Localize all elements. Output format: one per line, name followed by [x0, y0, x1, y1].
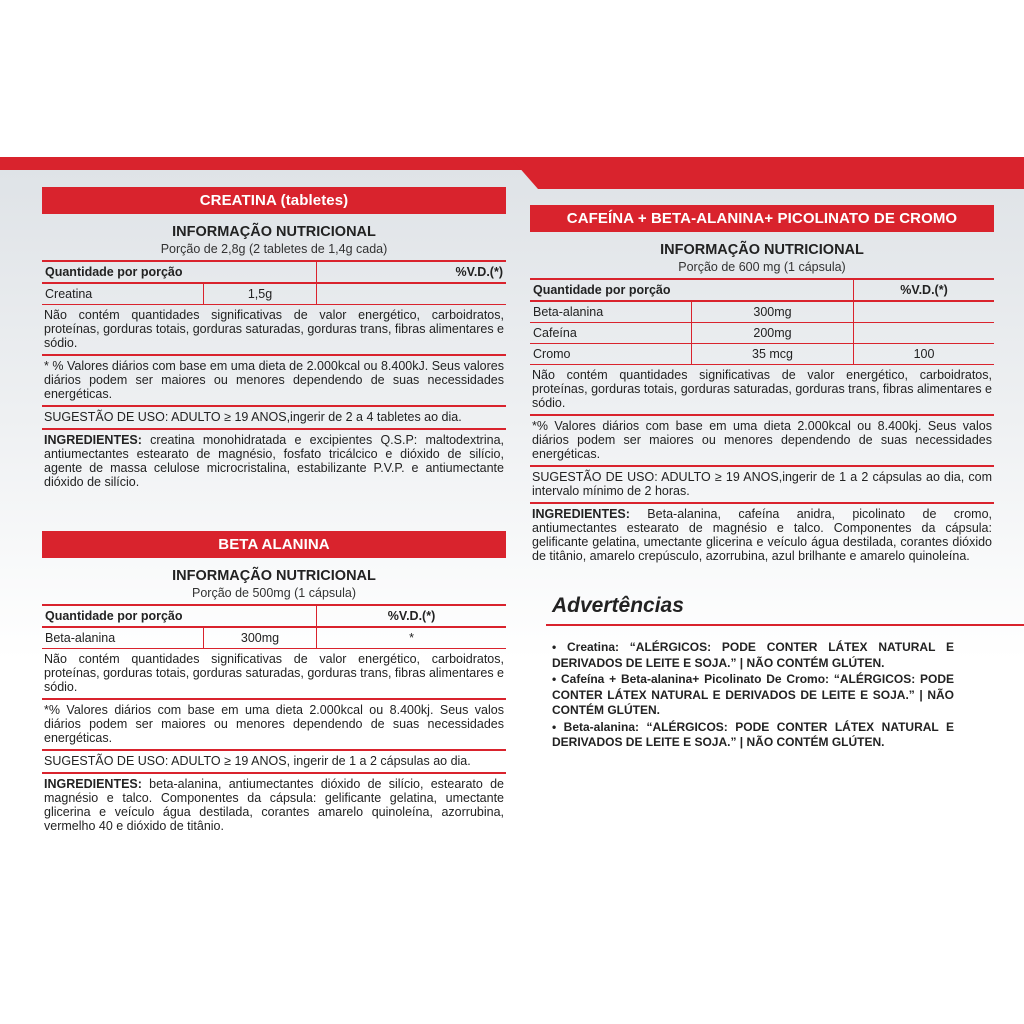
- creatina-daily-values: * % Valores diários com base em uma dieta de 2.000kcal ou 8.400kJ. Seus valores diários podem ser maiores ou menores dependendo de suas necessidades energéticas.: [42, 356, 506, 407]
- warnings-title: Advertências: [552, 594, 684, 617]
- ingredients-label: INGREDIENTES:: [532, 507, 630, 521]
- creatina-info-title: INFORMAÇÃO NUTRICIONAL: [172, 224, 376, 240]
- beta-not-contains: Não contém quantidades significativas de valor energético, carboidratos, proteínas, gorduras totais, gorduras saturadas, gorduras trans, fibras alimentares e sódio.: [42, 649, 506, 700]
- cafeina-section: [530, 205, 994, 567]
- warning-item: • Cafeína + Beta-alanina+ Picolinato De Cromo: “ALÉRGICOS: PODE CONTER LÁTEX NATURAL E DERIVADOS DE LEITE E SOJA.” | NÃO CONTÉM GLÚTEN.: [552, 672, 954, 717]
- table-row: [42, 283, 506, 305]
- ingredients-text: beta-alanina, antiumectantes dióxido de silício, estearato de magnésio e talco. Componentes da cápsula: gelificante gelatina, umectante glicerina e veículo água destilada, corantes amarelo quinoleína, azorrubina, vermelho 40 e dióxido de titânio.: [44, 777, 504, 833]
- beta-daily-values: *% Valores diários com base em uma dieta 2.000kcal ou 8.400kj. Seus valos diários podem ser maiores ou menores dependendo de suas necessidades energéticas.: [42, 700, 506, 751]
- nutrient-amount: 35 mcg: [692, 344, 854, 365]
- nutrient-amount: 300mg: [204, 627, 317, 649]
- creatina-suggestion: SUGESTÃO DE USO: ADULTO ≥ 19 ANOS,ingerir de 2 a 4 tabletes ao dia.: [42, 407, 506, 430]
- nutrient-name: Cafeína: [530, 323, 692, 344]
- beta-ingredients: [42, 774, 506, 837]
- creatina-section: [42, 187, 506, 493]
- ingredients-text: Beta-alanina, cafeína anidra, picolinato de cromo, antiumectantes estearato de magnésio e talco. Componentes da cápsula: gelificante gelatina, umectante glicerina e veículo água destilada, corantes dióxido de titânio, amarelo crepúsculo, azorrubina, azul brilhante e amarelo quinoleína.: [532, 507, 992, 563]
- creatina-portion: Porção de 2,8g (2 tabletes de 1,4g cada): [160, 242, 388, 256]
- cafeina-portion: Porção de 600 mg (1 cápsula): [678, 260, 846, 274]
- table-header-row: [42, 605, 506, 627]
- beta-info-title: INFORMAÇÃO NUTRICIONAL: [172, 568, 376, 584]
- nutrient-vd: *: [317, 627, 507, 649]
- creatina-nutrition-table: [42, 260, 506, 305]
- creatina-header: CREATINA (tabletes): [42, 187, 506, 214]
- table-row: [530, 323, 994, 344]
- col-qty: Quantidade por porção: [530, 279, 854, 301]
- beta-header: BETA ALANINA: [42, 531, 506, 558]
- nutrient-name: Creatina: [42, 283, 204, 305]
- col-vd: %V.D.(*): [854, 279, 995, 301]
- table-row: [530, 344, 994, 365]
- table-header-row: [42, 261, 506, 283]
- beta-suggestion: SUGESTÃO DE USO: ADULTO ≥ 19 ANOS, ingerir de 1 a 2 cápsulas ao dia.: [42, 751, 506, 774]
- table-header-row: [530, 279, 994, 301]
- warning-item: • Creatina: “ALÉRGICOS: PODE CONTER LÁTEX NATURAL E DERIVADOS DE LEITE E SOJA.” | NÃO CONTÉM GLÚTEN.: [552, 640, 954, 670]
- beta-portion: Porção de 500mg (1 cápsula): [192, 586, 356, 600]
- nutrient-vd: 100: [854, 344, 995, 365]
- cafeina-daily-values: *% Valores diários com base em uma dieta 2.000kcal ou 8.400kj. Seus valos diários podem ser maiores ou menores dependendo de suas necessidades energéticas.: [530, 416, 994, 467]
- nutrient-amount: 300mg: [692, 301, 854, 323]
- cafeina-not-contains: Não contém quantidades significativas de valor energético, carboidratos, proteínas, gorduras totais, gorduras saturadas, gorduras trans, fibras alimentares e sódio.: [530, 365, 994, 416]
- warnings-list: [552, 640, 954, 752]
- ingredients-label: INGREDIENTES:: [44, 777, 142, 791]
- top-right-red-tab: [510, 157, 1024, 189]
- cafeina-info-title: INFORMAÇÃO NUTRICIONAL: [660, 242, 864, 258]
- cafeina-suggestion: SUGESTÃO DE USO: ADULTO ≥ 19 ANOS,ingerir de 1 a 2 cápsulas ao dia, com intervalo mínimo de 2 horas.: [530, 467, 994, 504]
- ingredients-label: INGREDIENTES:: [44, 433, 142, 447]
- nutrient-vd: [854, 323, 995, 344]
- table-row: [530, 301, 994, 323]
- col-vd: %V.D.(*): [317, 261, 507, 283]
- warning-item: • Beta-alanina: “ALÉRGICOS: PODE CONTER LÁTEX NATURAL E DERIVADOS DE LEITE E SOJA.” | NÃO CONTÉM GLÚTEN.: [552, 719, 954, 749]
- cafeina-nutrition-table: [530, 278, 994, 365]
- nutrient-amount: 1,5g: [204, 283, 317, 305]
- col-qty: Quantidade por porção: [42, 261, 317, 283]
- cafeina-ingredients: [530, 504, 994, 567]
- warnings-divider: [546, 624, 1024, 626]
- nutrient-name: Beta-alanina: [530, 301, 692, 323]
- nutrient-name: Cromo: [530, 344, 692, 365]
- col-vd: %V.D.(*): [317, 605, 507, 627]
- beta-section: [42, 531, 506, 837]
- creatina-not-contains: Não contém quantidades significativas de valor energético, carboidratos, proteínas, gorduras totais, gorduras saturadas, gorduras trans, fibras alimentares e sódio.: [42, 305, 506, 356]
- nutrient-vd: [854, 301, 995, 323]
- nutrient-vd: [317, 283, 507, 305]
- beta-nutrition-table: [42, 604, 506, 649]
- cafeina-header: CAFEÍNA + BETA-ALANINA+ PICOLINATO DE CROMO: [530, 205, 994, 232]
- ingredients-text: creatina monohidratada e excipientes Q.S.P: maltodextrina, antiumectantes estearato de magnésio, fosfato tricálcico e dióxido de silício, agente de massa celulose microcristalina, estabilizante P.V.P. e antiumectante dióxido de silício.: [44, 433, 504, 489]
- creatina-ingredients: [42, 430, 506, 493]
- col-qty: Quantidade por porção: [42, 605, 317, 627]
- table-row: [42, 627, 506, 649]
- nutrient-name: Beta-alanina: [42, 627, 204, 649]
- nutrient-amount: 200mg: [692, 323, 854, 344]
